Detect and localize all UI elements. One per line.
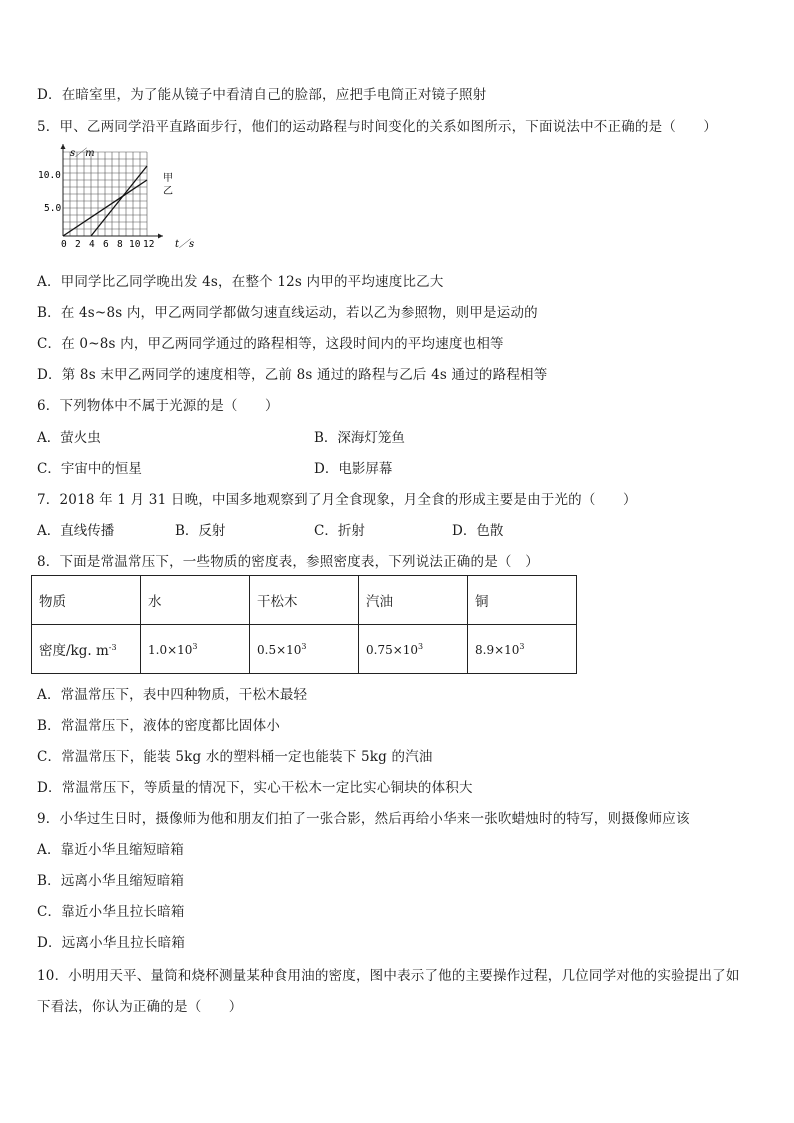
q7-option-a: A．直线传播 xyxy=(37,523,115,539)
q7-stem: 7．2018 年 1 月 31 日晚，中国多地观察到了月全食现象，月全食的形成主要是由于光的（ ） xyxy=(37,492,637,508)
cell-mantissa: 1.0×10 xyxy=(148,642,193,657)
q9-option-c: C．靠近小华且拉长暗箱 xyxy=(37,904,185,920)
q8-option-a: A．常温常压下，表中四种物质，干松木最轻 xyxy=(37,687,308,703)
q6-option-b: B．深海灯笼鱼 xyxy=(314,430,405,446)
q8-stem: 8．下面是常温常压下，一些物质的密度表，参照密度表，下列说法正确的是（ ） xyxy=(37,554,539,570)
graph-grid xyxy=(63,152,147,236)
q9-option-d: D．远离小华且拉长暗箱 xyxy=(37,935,186,951)
q7-option-d: D．色散 xyxy=(452,523,504,539)
table-cell-water-density xyxy=(141,625,250,674)
y-axis-arrow-icon xyxy=(61,144,66,149)
cell-exponent: 3 xyxy=(519,641,525,651)
q4-option-d: D．在暗室里，为了能从镜子中看清自己的脸部，应把手电筒正对镜子照射 xyxy=(37,87,487,103)
q10-stem-line-2: 下看法，你认为正确的是（ ） xyxy=(37,999,243,1015)
graph-x-tick-12: 12 xyxy=(143,239,155,250)
x-axis-arrow-icon xyxy=(158,234,163,239)
row-label-text: 密度/kg. m xyxy=(39,643,109,659)
graph-x-axis-label: t／s xyxy=(175,239,195,250)
q5-option-a: A．甲同学比乙同学晚出发 4s，在整个 12s 内甲的平均速度比乙大 xyxy=(37,274,444,290)
density-table-header-row xyxy=(32,576,577,625)
cell-exponent: 3 xyxy=(192,641,198,651)
table-header-dry-pine: 干松木 xyxy=(250,576,359,625)
graph-y-tick-5: 5.0 xyxy=(44,203,62,214)
q5-stem: 5．甲、乙两同学沿平直路面步行，他们的运动路程与时间变化的关系如图所示，下面说法中不正确的是（ ） xyxy=(37,119,718,135)
graph-y-tick-10: 10.0 xyxy=(38,170,61,181)
graph-x-tick-0: 0 xyxy=(61,239,67,250)
table-header-gasoline: 汽油 xyxy=(359,576,468,625)
graph-series-label-yi: 乙 xyxy=(163,186,173,197)
q6-stem: 6．下列物体中不属于光源的是（ ） xyxy=(37,398,279,414)
cell-mantissa: 0.5×10 xyxy=(257,642,302,657)
table-header-water: 水 xyxy=(141,576,250,625)
q5-option-c: C．在 0~8s 内，甲乙两同学通过的路程相等，这段时间内的平均速度也相等 xyxy=(37,336,504,352)
graph-x-tick-6: 6 xyxy=(103,239,109,250)
q6-option-c: C．宇宙中的恒星 xyxy=(37,461,142,477)
q8-option-c: C．常温常压下，能装 5kg 水的塑料桶一定也能装下 5kg 的汽油 xyxy=(37,749,433,765)
cell-exponent: 3 xyxy=(301,641,307,651)
q7-option-c: C．折射 xyxy=(314,523,365,539)
q7-option-b: B．反射 xyxy=(175,523,226,539)
table-row-label xyxy=(32,625,141,674)
table-cell-pine-density xyxy=(250,625,359,674)
q5-option-d: D．第 8s 末甲乙两同学的速度相等，乙前 8s 通过的路程与乙后 4s 通过的路程相等 xyxy=(37,367,548,383)
graph-series-label-jia: 甲 xyxy=(163,173,173,184)
q9-option-b: B．远离小华且缩短暗箱 xyxy=(37,873,185,889)
graph-y-axis-label: s／m xyxy=(70,148,95,159)
cell-mantissa: 8.9×10 xyxy=(475,642,520,657)
cell-exponent: 3 xyxy=(418,641,424,651)
row-label-exponent: -3 xyxy=(108,643,117,652)
cell-mantissa: 0.75×10 xyxy=(366,642,419,657)
q8-option-d: D．常温常压下，等质量的情况下，实心干松木一定比实心铜块的体积大 xyxy=(37,780,473,796)
table-header-copper: 铜 xyxy=(468,576,577,625)
graph-x-tick-10: 10 xyxy=(129,239,141,250)
q6-option-a: A．萤火虫 xyxy=(37,430,101,446)
table-cell-gasoline-density xyxy=(359,625,468,674)
graph-x-tick-2: 2 xyxy=(75,239,81,250)
graph-x-tick-8: 8 xyxy=(117,239,123,250)
q6-option-d: D．电影屏幕 xyxy=(314,461,393,477)
table-cell-copper-density xyxy=(468,625,577,674)
q9-stem: 9．小华过生日时，摄像师为他和朋友们拍了一张合影，然后再给小华来一张吹蜡烛时的特写，则摄像师应该 xyxy=(37,811,690,827)
graph-x-tick-4: 4 xyxy=(89,239,95,250)
table-header-substance: 物质 xyxy=(32,576,141,625)
q5-st-graph xyxy=(38,144,208,252)
q8-option-b: B．常温常压下，液体的密度都比固体小 xyxy=(37,718,281,734)
q9-option-a: A．靠近小华且缩短暗箱 xyxy=(37,842,184,858)
q5-option-b: B．在 4s~8s 内，甲乙两同学都做匀速直线运动，若以乙为参照物，则甲是运动的 xyxy=(37,305,538,321)
density-table-value-row xyxy=(32,625,577,674)
q10-stem-line-1: 10．小明用天平、量筒和烧杯测量某种食用油的密度，图中表示了他的主要操作过程，几位同学对他的实验提出了如 xyxy=(37,968,740,984)
density-table xyxy=(31,575,577,674)
